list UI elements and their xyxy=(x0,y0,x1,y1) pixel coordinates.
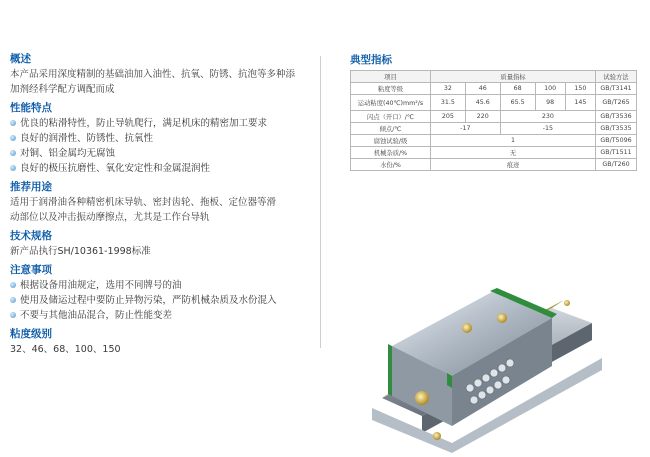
column-divider xyxy=(320,56,321,348)
usage-line: 动部位以及冲击振动摩擦点，尤其是工作台导轨 xyxy=(10,212,210,223)
usage-line: 适用于润滑油各种精密机床导轨、密封齿轮、拖板、定位器等滑 xyxy=(10,197,277,208)
overview-line: 本产品采用深度精制的基础油加入油性、抗氧、防锈、抗泡等多种添 xyxy=(10,69,296,80)
list-item: 对铜、铝金属均无腐蚀 xyxy=(10,146,300,161)
product-description xyxy=(10,52,300,361)
table-row: 腐蚀试验/级 1 GB/T5096 xyxy=(351,135,637,147)
header-quality: 质量指标 xyxy=(431,71,596,83)
list-item: 不要与其他油品混合，防止性能变差 xyxy=(10,308,300,323)
specs-table xyxy=(350,70,637,171)
list-item: 优良的粘滑特性，防止导轨爬行，满足机床的精密加工要求 xyxy=(10,116,300,131)
bullet-icon xyxy=(10,312,16,318)
header-item: 项目 xyxy=(351,71,431,83)
grease-nipple xyxy=(415,391,429,405)
bullet-icon xyxy=(10,282,16,288)
table-row xyxy=(351,71,637,83)
performance-list xyxy=(10,116,300,176)
base-bolt xyxy=(433,432,441,440)
linear-guide-illustration xyxy=(352,248,648,453)
bullet-icon xyxy=(10,297,16,303)
overview-line: 加剂经科学配方调配而成 xyxy=(10,84,115,95)
table-row: 运动粘度(40℃)mm²/s 31.5 45.6 65.5 98 145 GB/T265 xyxy=(351,95,637,111)
typical-specs xyxy=(350,52,640,171)
mount-bolt xyxy=(497,313,507,323)
notes-title: 注意事项 xyxy=(10,264,52,276)
mount-bolt xyxy=(462,323,472,333)
table-row: 闪点（开口）/℃ 205 220 230 GB/T3536 xyxy=(351,111,637,123)
spec-text xyxy=(10,244,300,259)
grades-line: 32、46、68、100、150 xyxy=(10,344,121,355)
notes-list xyxy=(10,278,300,323)
bullet-icon xyxy=(10,120,16,126)
spec-line: 新产品执行SH/10361-1998标准 xyxy=(10,246,151,257)
table-row: 倾点/℃ -17 -15 GB/T3535 xyxy=(351,123,637,135)
usage-text xyxy=(10,195,300,225)
table-title: 典型指标 xyxy=(350,54,392,66)
list-item: 良好的润滑性、防锈性、抗氧性 xyxy=(10,131,300,146)
rail-bolt xyxy=(564,300,570,306)
end-seal xyxy=(388,344,392,396)
overview-title: 概述 xyxy=(10,53,31,65)
table-row: 机械杂质/% 无 GB/T1511 xyxy=(351,147,637,159)
bullet-icon xyxy=(10,165,16,171)
performance-title: 性能特点 xyxy=(10,102,52,114)
bullet-icon xyxy=(10,135,16,141)
bullet-icon xyxy=(10,150,16,156)
grades-text xyxy=(10,342,300,357)
list-item: 良好的极压抗磨性、氧化安定性和金属混润性 xyxy=(10,161,300,176)
table-row: 粘度等级 32 46 68 100 150 GB/T3141 xyxy=(351,83,637,95)
list-item: 使用及储运过程中要防止异物污染，严防机械杂质及水份混入 xyxy=(10,293,300,308)
usage-title: 推荐用途 xyxy=(10,181,52,193)
header-method: 试验方法 xyxy=(596,71,637,83)
spec-title: 技术规格 xyxy=(10,230,52,242)
grades-title: 粘度级别 xyxy=(10,328,52,340)
table-row: 水份/% 痕迹 GB/T260 xyxy=(351,159,637,171)
list-item: 根据设备用油规定，选用不同牌号的油 xyxy=(10,278,300,293)
overview-text xyxy=(10,67,300,97)
